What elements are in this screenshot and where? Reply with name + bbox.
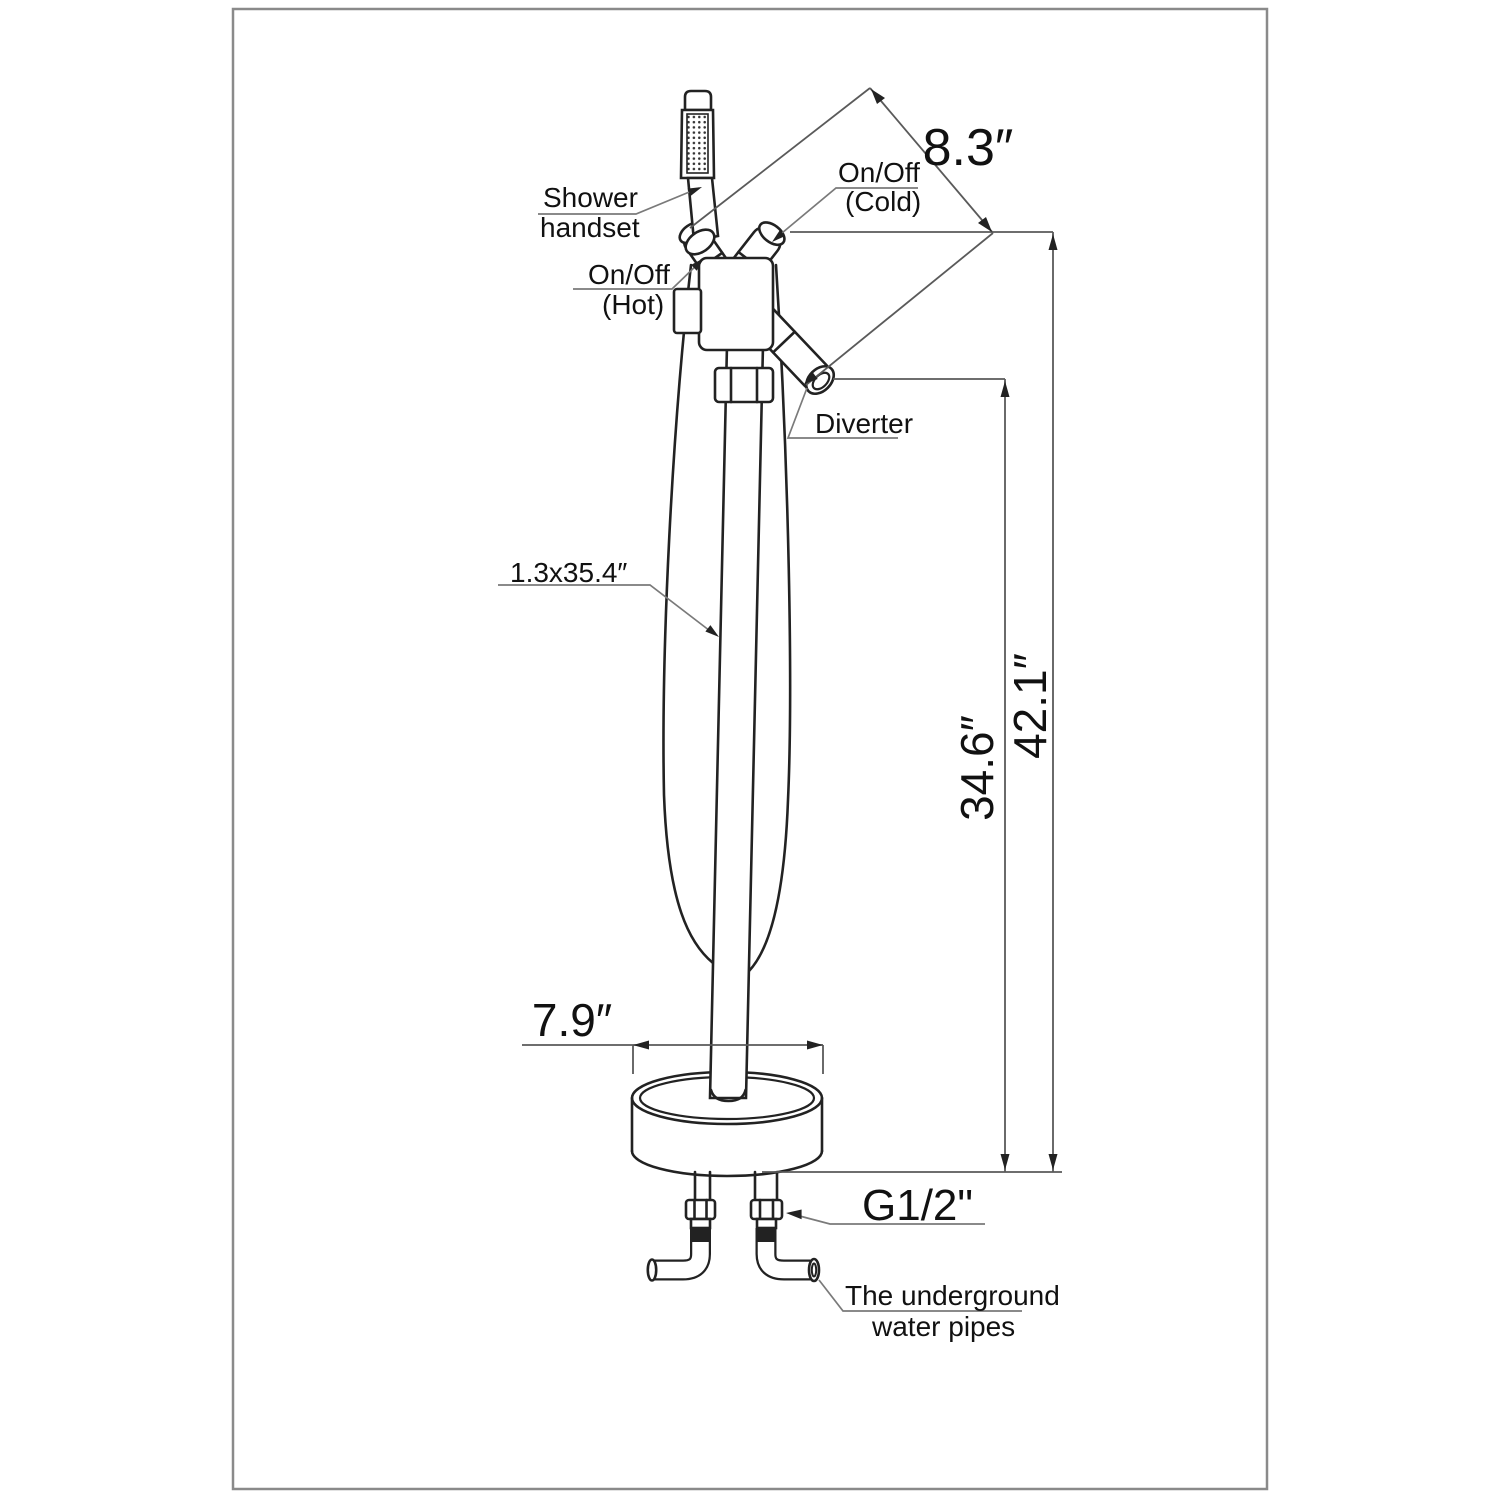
hex-nut-right	[751, 1200, 782, 1219]
label-hose-dimension: 1.3x35.4″	[510, 557, 628, 588]
label-on-off-cold-line2: (Cold)	[845, 186, 922, 217]
dim-diverter-height-value: 34.6″	[951, 715, 1003, 821]
pipe-open-end-right	[809, 1259, 819, 1281]
riser-hex-nut	[715, 368, 773, 402]
handset-holder	[674, 289, 701, 333]
handset-cap	[685, 91, 711, 110]
label-on-off-hot-line2: (Hot)	[602, 289, 665, 320]
spray-face-texture	[687, 114, 708, 173]
label-on-off-hot-line1: On/Off	[588, 259, 670, 290]
valve-body	[699, 258, 773, 350]
pipe-open-end-left	[648, 1260, 656, 1281]
label-on-off-cold-line1: On/Off	[838, 157, 920, 188]
label-underground-line1: The underground	[845, 1280, 1060, 1311]
label-diverter: Diverter	[815, 408, 914, 439]
label-underground-line2: water pipes	[872, 1311, 1016, 1342]
label-shower-handset-line1: Shower	[543, 182, 638, 213]
dim-overall-height-value: 42.1″	[1004, 653, 1056, 759]
label-shower-handset-line2: handset	[540, 212, 640, 243]
label-thread-size: G1/2"	[862, 1181, 974, 1230]
dim-handle-offset-value: 8.3″	[922, 119, 1014, 177]
dim-base-width-value: 7.9″	[531, 994, 613, 1046]
hex-nut-left	[686, 1200, 715, 1219]
